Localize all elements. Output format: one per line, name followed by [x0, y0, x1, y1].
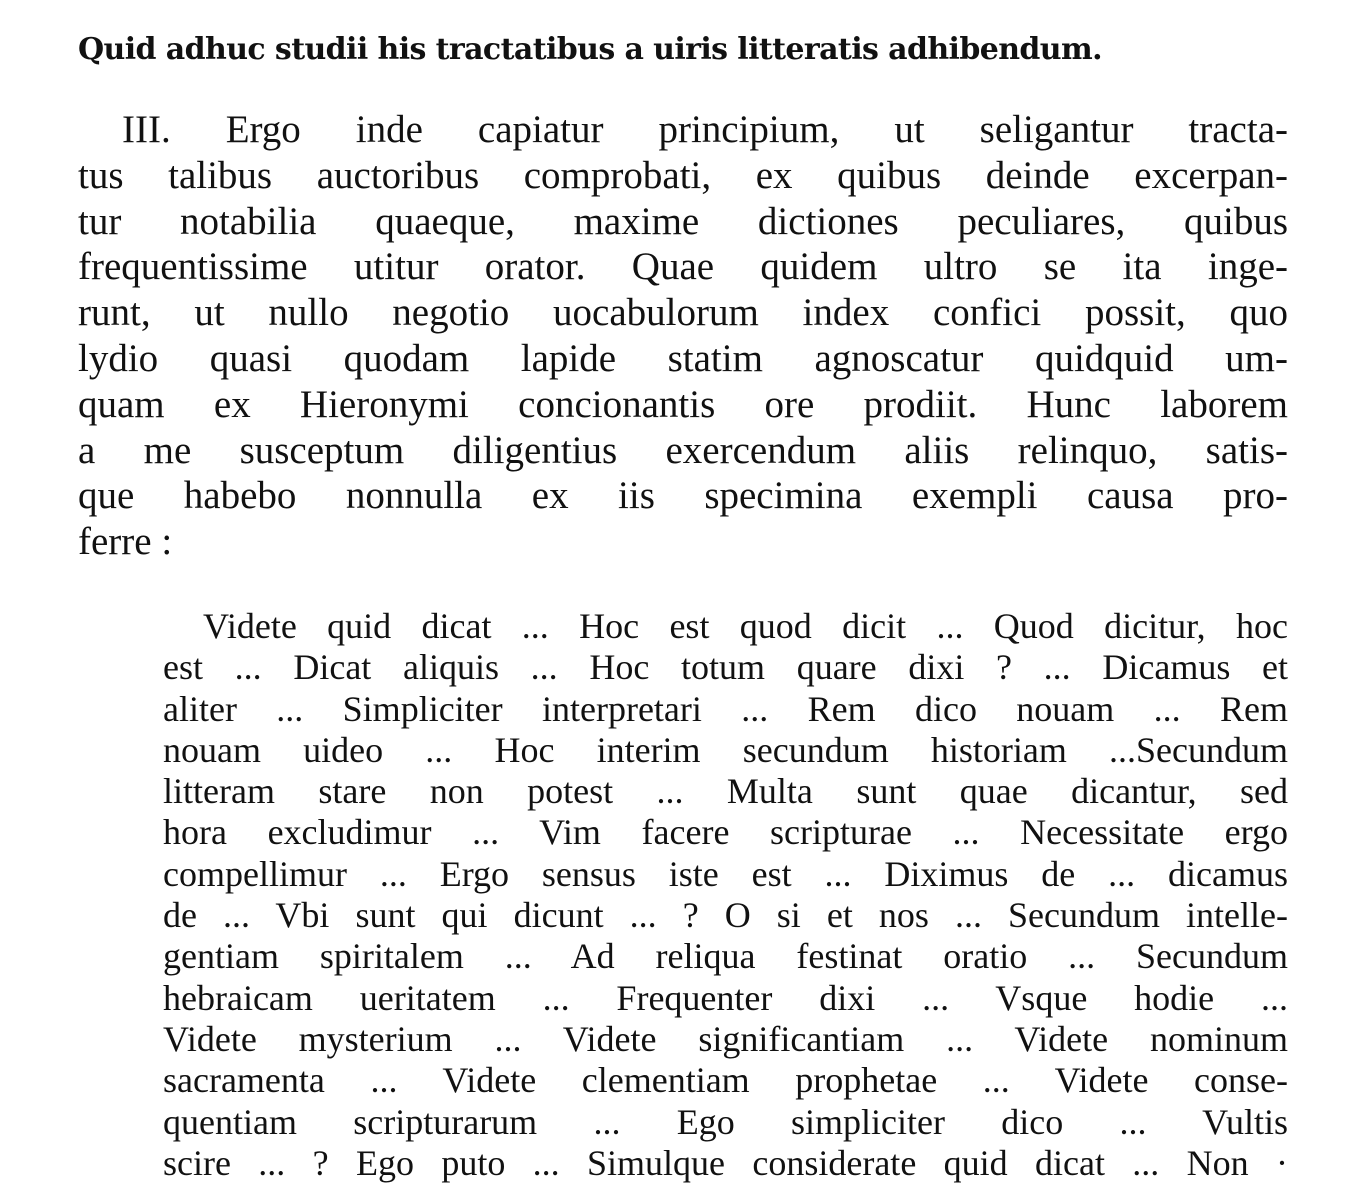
quote-line: compellimur ... Ergo sensus iste est ... Diximus de ... dicamus [163, 853, 1288, 894]
quote-line: scire ... ? Ego puto ... Simulque considerate quid dicat ... Non · [163, 1142, 1288, 1183]
quote-line: litteram stare non potest ... Multa sunt quae dicantur, sed [163, 771, 1288, 812]
quote-line: aliter ... Simpliciter interpretari ... Rem dico nouam ... Rem [163, 688, 1288, 729]
quote-line: Videte mysterium ... Videte significantiam ... Videte nominum [163, 1018, 1288, 1059]
paragraph-line: runt, ut nullo negotio uocabulorum index confici possit, quo [78, 291, 1288, 335]
quotation-block [163, 606, 1288, 1184]
quote-line: hebraicam ueritatem ... Frequenter dixi ... Vsque hodie ... [163, 977, 1288, 1018]
paragraph-line: a me susceptum diligentius exercendum aliis relinquo, satis- [78, 428, 1288, 472]
paragraph-line: frequentissime utitur orator. Quae quidem ultro se ita inge- [78, 245, 1288, 289]
paragraph-line: tus talibus auctoribus comprobati, ex quibus deinde excerpan- [78, 153, 1288, 197]
paragraph-line: III. Ergo inde capiatur principium, ut seligantur tracta- [122, 108, 1288, 151]
quote-line: Videte quid dicat ... Hoc est quod dicit ... Quod dicitur, hoc [203, 606, 1288, 646]
quote-line: sacramenta ... Videte clementiam prophetae ... Videte conse- [163, 1060, 1288, 1101]
paragraph-line: que habebo nonnulla ex iis specimina exempli causa pro- [78, 474, 1288, 518]
quote-line: nouam uideo ... Hoc interim secundum historiam ...Secundum [163, 729, 1288, 770]
quote-line: quentiam scripturarum ... Ego simpliciter dico ... Vultis [163, 1101, 1288, 1142]
body-paragraph [78, 107, 1288, 565]
quote-line: gentiam spiritalem ... Ad reliqua festinat oratio ... Secundum [163, 936, 1288, 977]
paragraph-line: ferre : [78, 520, 173, 564]
quote-line: de ... Vbi sunt qui dicunt ... ? O si et nos ... Secundum intelle- [163, 895, 1288, 936]
paragraph-line: quam ex Hieronymi concionantis ore prodiit. Hunc laborem [78, 382, 1288, 426]
paragraph-line: lydio quasi quodam lapide statim agnoscatur quidquid um- [78, 336, 1288, 380]
quote-line: est ... Dicat aliquis ... Hoc totum quare dixi ? ... Dicamus et [163, 647, 1288, 688]
paragraph-line: tur notabilia quaeque, maxime dictiones peculiares, quibus [78, 199, 1288, 243]
quote-line: hora excludimur ... Vim facere scripturae ... Necessitate ergo [163, 812, 1288, 853]
section-heading: Quid adhuc studii his tractatibus a uiris litteratis adhibendum. [78, 32, 1102, 67]
